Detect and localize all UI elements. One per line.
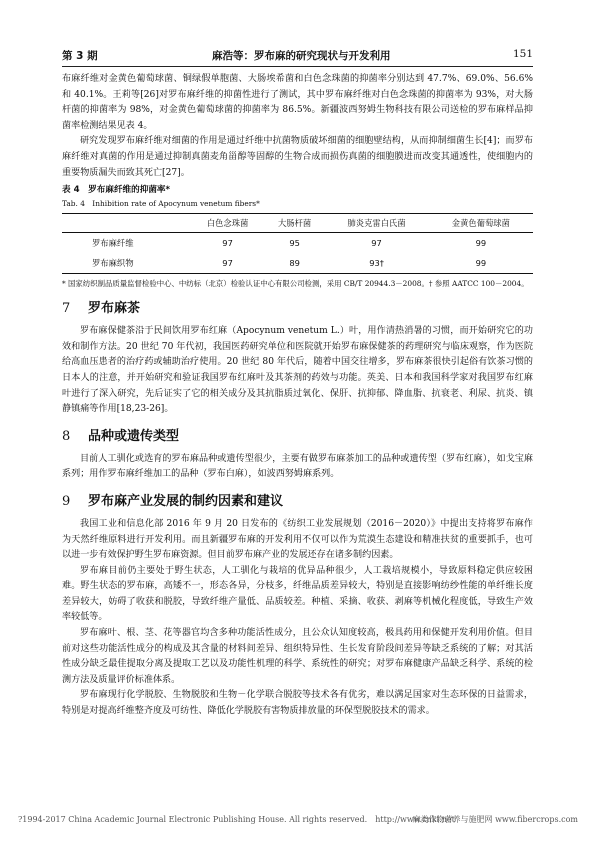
table-header-cell: 大肠杆菌 [265,214,325,233]
section-heading [62,300,533,318]
body-paragraph: 罗布麻现行化学脱胶、生物脱胶和生物－化学联合脱胶等技术各有优劣，难以满足国家对生态环保的日益需求，特别是对提高纤维整齐度及可纺性、降低化学脱胶有害物质排放量的环保型脱胶技术的需求。 [62,690,533,717]
body-paragraph: 目前人工驯化或选育的罗布麻品种或遗传型很少，主要有做罗布麻茶加工的品种或遗传型（罗布红麻），如戈宝麻系列；用作罗布麻纤维加工的品种（罗布白麻），如波西努姆麻系列。 [62,453,533,480]
table-header-cell: 肺炎克雷白氏菌 [324,214,428,233]
issue-label: 第 3 期 [62,50,98,62]
body-paragraph: 罗布麻保健茶沿于民间饮用罗布红麻（Apocynum venetum L.）叶，用作清热消暑的习惯，而开始研究它的功效和制作方法。20 世纪 70 年代初，我国医药研究单位和医院就开始罗布麻保健茶的药理研究与临床观察，作为医院给高血压患者的治疗药或辅助治疗使用。20 世纪 80 年代后，随着中国交往增多，罗布麻茶很快引起俗有饮茶习惯的日本人的注意，并开始研究和验证我国罗布红麻叶及其茶剂的药效与功能。英美、日本和我国科学家对我国罗布红麻叶进行了深入研究，先后证实了它的相关成分及其抗脂质过氧化、保肝、抗抑郁、降血脂、抗衰老、利尿、抗炎、镇静镇痛等作用[18,23-26]。 [62,326,533,415]
body-paragraph: 罗布麻目前仍主要处于野生状态，人工驯化与栽培的优异品种很少，人工栽培规模小，导致原料稳定供应较困难。野生状态的罗布麻，高矮不一，形态各异，分枝多，纤维品质差异较大，特别是直接影响纺纱性能的单纤维长度差异较大，妨碍了收获和脱胶，导致纤维产量低、品质较差。种植、采摘、收获、剥麻等机械化程度低，导致生产效率较低等。 [62,565,533,623]
body-paragraph: 布麻纤维对金黄色葡萄球菌、铜绿假单胞菌、大肠埃希菌和白色念珠菌的抑菌率分别达到 47.7%、69.0%、56.6% 和 40.1%。王莉等[26]对罗布麻纤维的抑菌性进行了测试，其中罗布麻纤维对白色念珠菌的抑菌率为 93%，对大肠杆菌的抑菌率为 98%，对金黄色葡萄球菌的抑菌率为 86.5%。新疆波西努姆生物科技有限公司送检的罗布麻样品抑菌率检测结果见表 4。 [62,74,533,131]
table-cell: 89 [265,253,325,274]
running-title: 麻浩等：罗布麻的研究现状与开发利用 [212,50,391,62]
page-footer [18,814,578,825]
table-row [62,253,533,274]
site-watermark: 麻类作物营养与施肥网 www.fibercrops.com [412,815,578,824]
inhibition-table [62,213,533,274]
section-number: 9 [62,493,71,509]
running-header [62,44,533,67]
table-cell: 99 [429,253,533,274]
section-title: 罗布麻产业发展的制约因素和建议 [88,493,284,509]
table-cell: 95 [289,238,300,249]
page-number: 151 [512,48,533,60]
section-title: 罗布麻茶 [88,301,141,317]
section-heading [62,493,533,511]
section-heading [62,428,533,446]
table-row [62,233,533,254]
section-number: 8 [62,428,71,444]
table-caption-cn: 表 4 罗布麻纤维的抑菌率* [62,185,170,196]
copyright-notice: ?1994-2017 China Academic Journal Electronic Publishing House. All rights reserved. http://www.cnki.net [18,815,455,824]
table-cell: 罗布麻纤维 [92,238,134,249]
table-cell: 罗布麻织物 [62,253,190,274]
body-paragraph: 罗布麻叶、根、茎、花等器官均含多种功能活性成分，且公众认知度较高，极具药用和保健开发利用价值。但目前对这些功能活性成分的构成及其含量的材料间差异、组织特异性、生长发育阶段间差异等缺乏系统的了解；对其活性成分缺乏最佳提取分离及提取工艺以及功能性机理的科学、系统性的研究；对罗布麻健康产品缺乏科学、系统的检测方法及质量评价标准体系。 [62,628,533,685]
table-cell: 93† [324,253,428,274]
table-header-cell [62,214,190,233]
table-header-cell: 白色念珠菌 [190,214,264,233]
table-cell: 99 [475,238,487,249]
section-title: 品种或遗传类型 [88,428,180,444]
table-cell: 97 [222,238,233,249]
article-body [62,72,533,720]
table-footnote: * 国家纺织制品质量监督检验中心、中纺标（北京）检验认证中心有限公司检测，采用 CB/T 20944.3－2008。† 参照 AATCC 100－2004。 [62,279,529,289]
body-paragraph: 我国工业和信息化部 2016 年 9 月 20 日发布的《纺织工业发展规划（2016－2020）》中提出支持将罗布麻作为天然纤维原料进行开发利用。而且新疆罗布麻的开发利用不仅可以作为荒漠生态建设和精准扶贫的重要抓手，也可以进一步有效保护野生罗布麻资源。但目前罗布麻产业的发展还存在诸多制约因素。 [62,518,533,561]
table-header-row [62,214,533,233]
body-paragraph: 研究发现罗布麻纤维对细菌的作用是通过纤维中抗菌物质破坏细菌的细胞壁结构，从而抑制细菌生长[4]；而罗布麻纤维对真菌的作用是通过抑制真菌麦角甾醇等固醇的生物合成而损伤真菌的细胞膜进而改变其通透性，使细胞内的重要物质漏失而致其死亡[27]。 [62,136,533,178]
table-header-cell: 金黄色葡萄球菌 [429,214,533,233]
table-cell: 97 [190,253,264,274]
section-number: 7 [62,301,71,317]
table-cell: 97 [371,238,382,249]
table-caption-en: Tab. 4 Inhibition rate of Apocynum venetum fibers* [62,199,260,209]
